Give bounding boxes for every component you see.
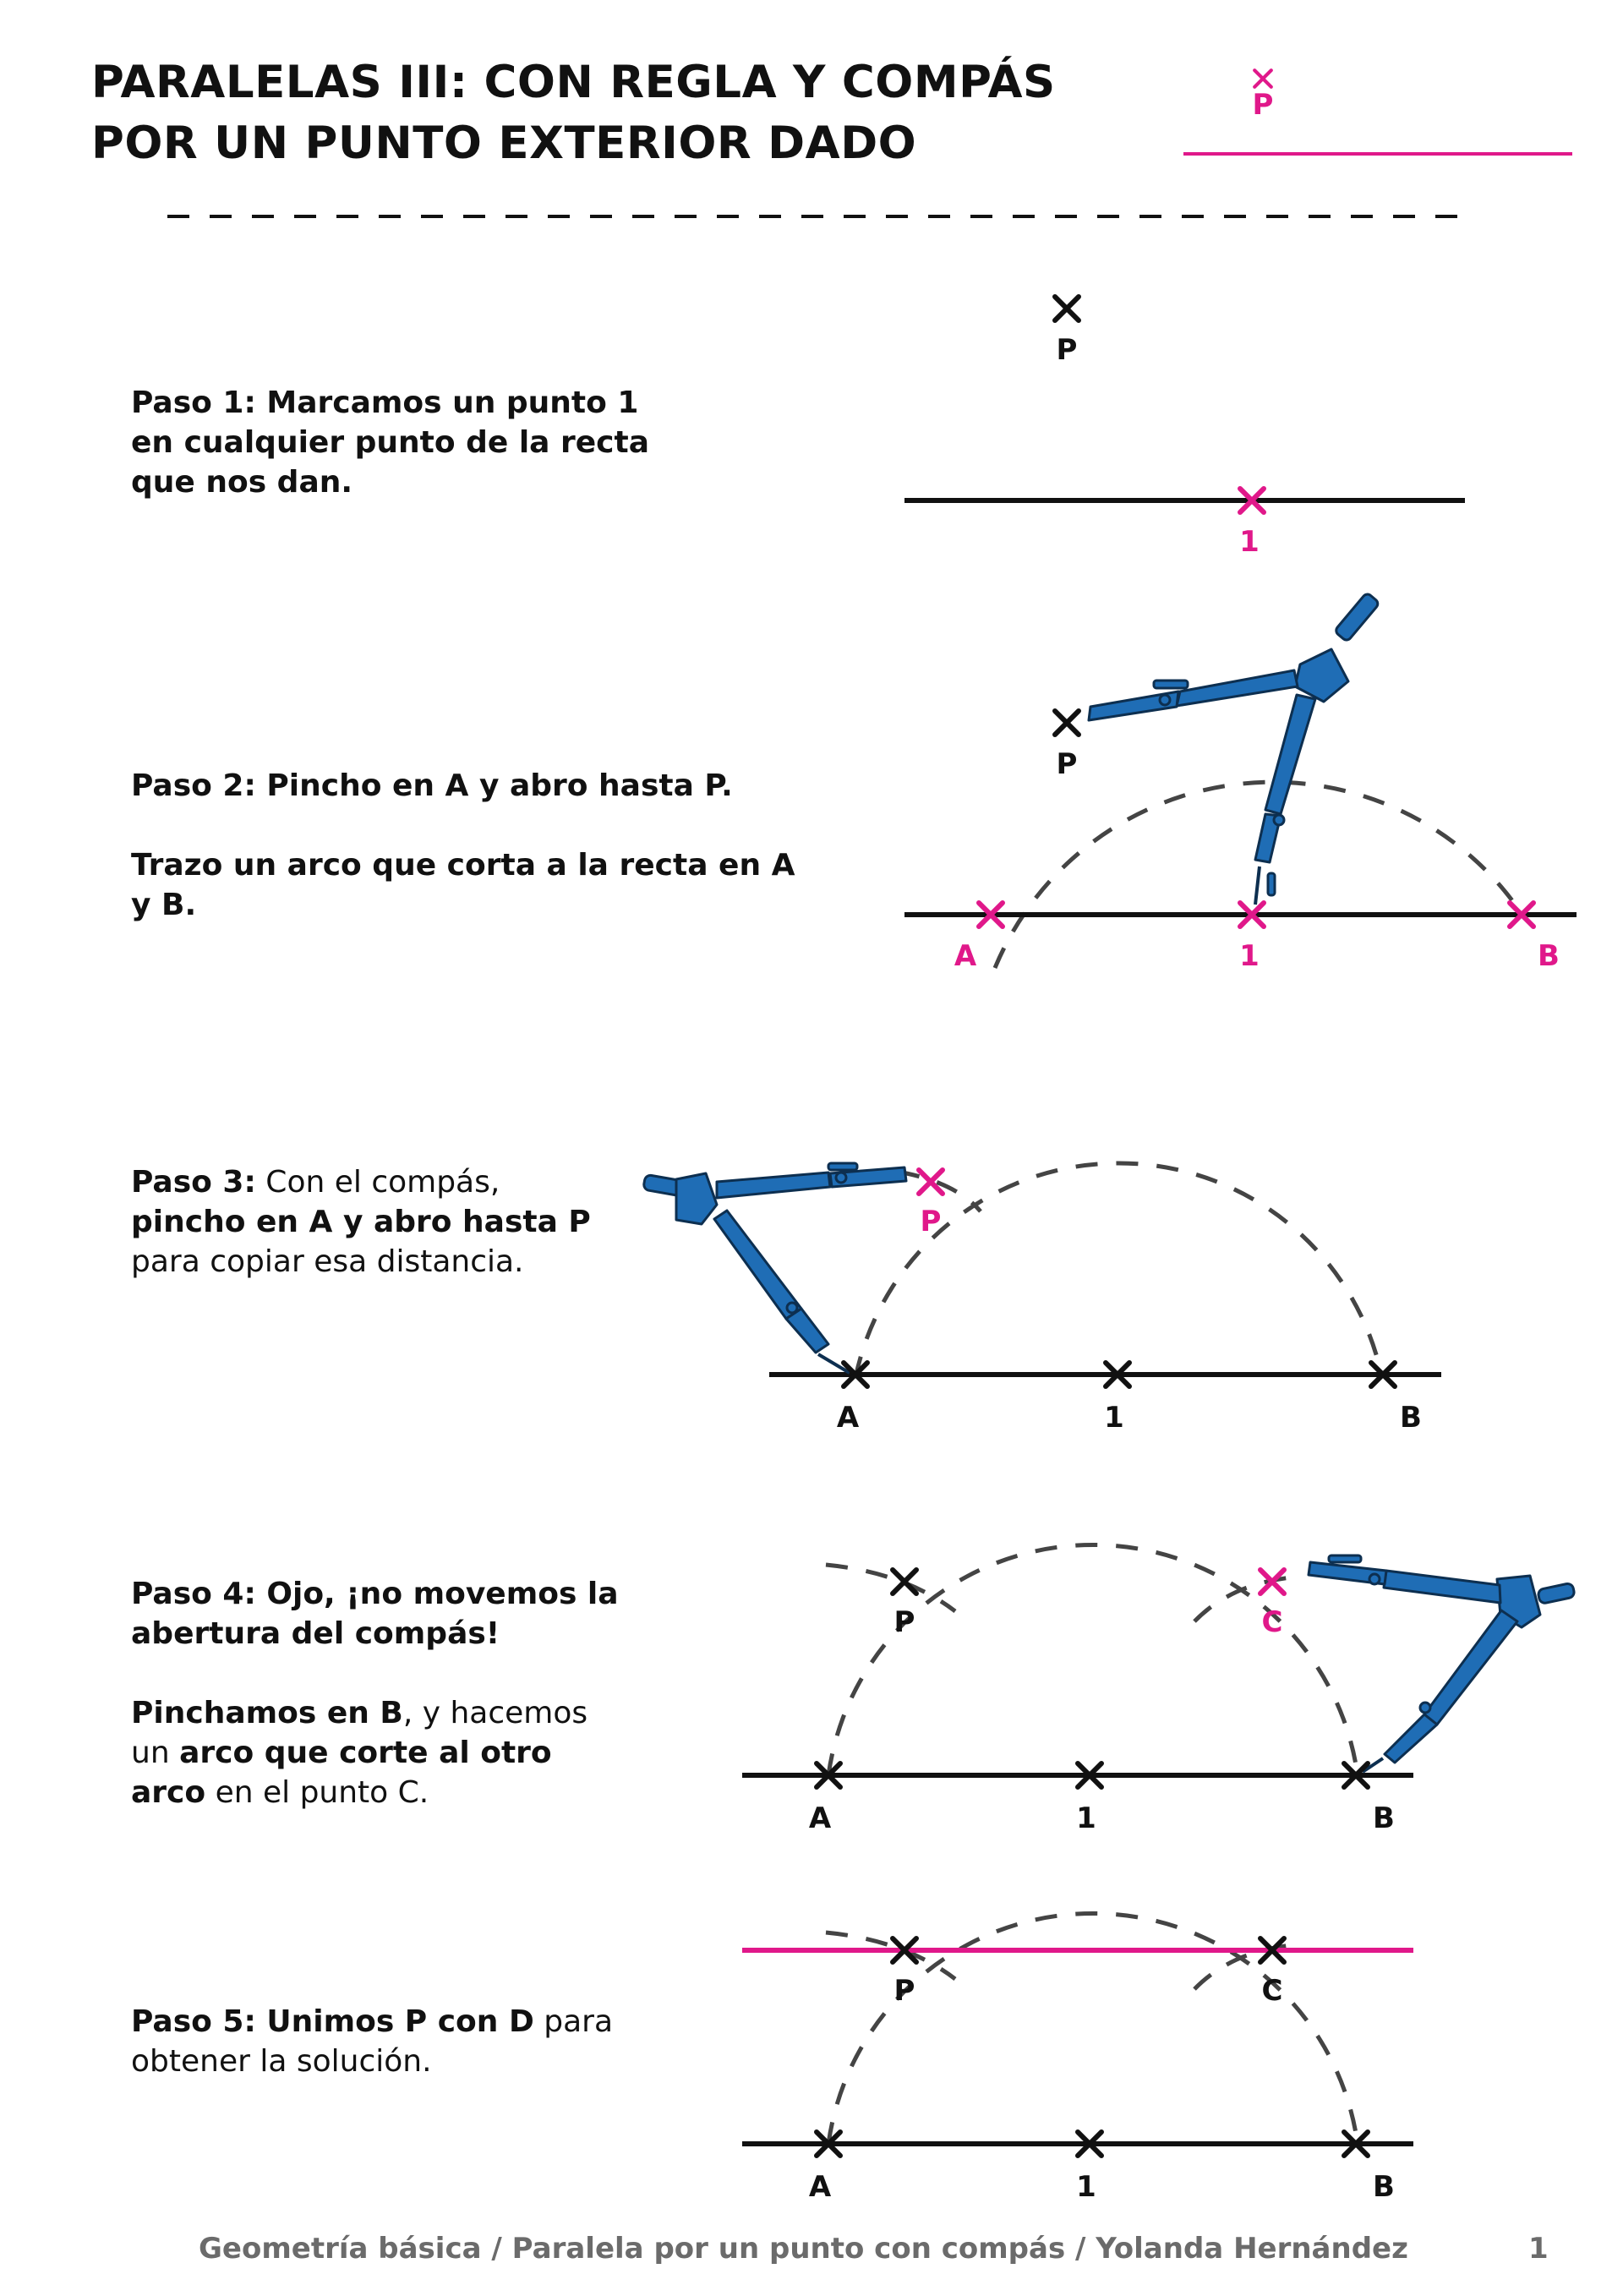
text-run: Paso 2: Pincho en A y abro hasta P. [131,768,733,803]
header-icon [1183,70,1572,154]
header-icon-label: P [1252,88,1274,122]
step-3-figure [643,1163,1441,1435]
text-run: Pinchamos en B [131,1696,403,1730]
compass-icon [1309,1555,1575,1772]
text-run: obtener la solución. [131,2044,432,2079]
step-5-figure [742,1913,1413,2204]
compass-icon [1089,593,1380,905]
point-label-1: 1 [1239,525,1260,559]
text-run: Paso 3: [131,1165,256,1200]
text-run: que nos dan. [131,465,353,500]
text-run: para copiar esa distancia. [131,1244,524,1279]
text-run: Trazo un arco que corta a la recta en A [131,848,795,883]
point-label-a: A [808,1801,832,1835]
title-line-2: POR UN PUNTO EXTERIOR DADO [91,118,917,169]
step-4-figure [742,1544,1575,1835]
point-label-1: 1 [1076,1801,1096,1835]
text-run: abertura del compás! [131,1616,500,1651]
text-run: Paso 4: Ojo, ¡no movemos la [131,1577,619,1611]
point-label-c: C [1261,1605,1283,1639]
text-run: , y hacemos [402,1696,588,1730]
page-number: 1 [1528,2232,1549,2266]
point-label-p: P [920,1205,942,1238]
point-label-1: 1 [1076,2170,1096,2204]
text-run: en el punto C. [205,1775,429,1810]
text-run: un [131,1736,180,1770]
text-run: pincho en A y abro hasta P [131,1205,591,1239]
text-run: en cualquier punto de la recta [131,425,650,460]
point-label-1: 1 [1239,939,1260,973]
text-run: para [533,2004,614,2039]
step-1-figure [904,297,1465,559]
text-run: arco [131,1775,206,1810]
text-run: Con el compás, [255,1165,500,1200]
point-label-a: A [954,939,977,973]
point-label-b: B [1373,1801,1395,1835]
point-label-p: P [893,1605,915,1639]
compass-icon [643,1163,906,1373]
point-label-c: C [1261,1974,1283,2008]
point-label-p: P [893,1974,915,2008]
point-label-a: A [808,2170,832,2204]
point-label-b: B [1373,2170,1395,2204]
step-2-figure [904,593,1577,973]
point-label-b: B [1400,1401,1422,1435]
text-run: arco que corte al otro [179,1736,552,1770]
title-line-1: PARALELAS III: CON REGLA Y COMPÁS [91,57,1056,108]
point-label-a: A [836,1401,860,1435]
text-run: y B. [131,888,197,922]
text-run: Paso 1: Marcamos un punto 1 [131,385,639,420]
point-label-1: 1 [1104,1401,1124,1435]
point-label-b: B [1538,939,1560,973]
footer-text: Geometría básica / Paralela por un punto con compás / Yolanda Hernández [199,2232,1408,2266]
text-run: Paso 5: Unimos P con D [131,2004,534,2039]
point-label-p: P [1056,333,1078,367]
point-label-p: P [1056,747,1078,781]
